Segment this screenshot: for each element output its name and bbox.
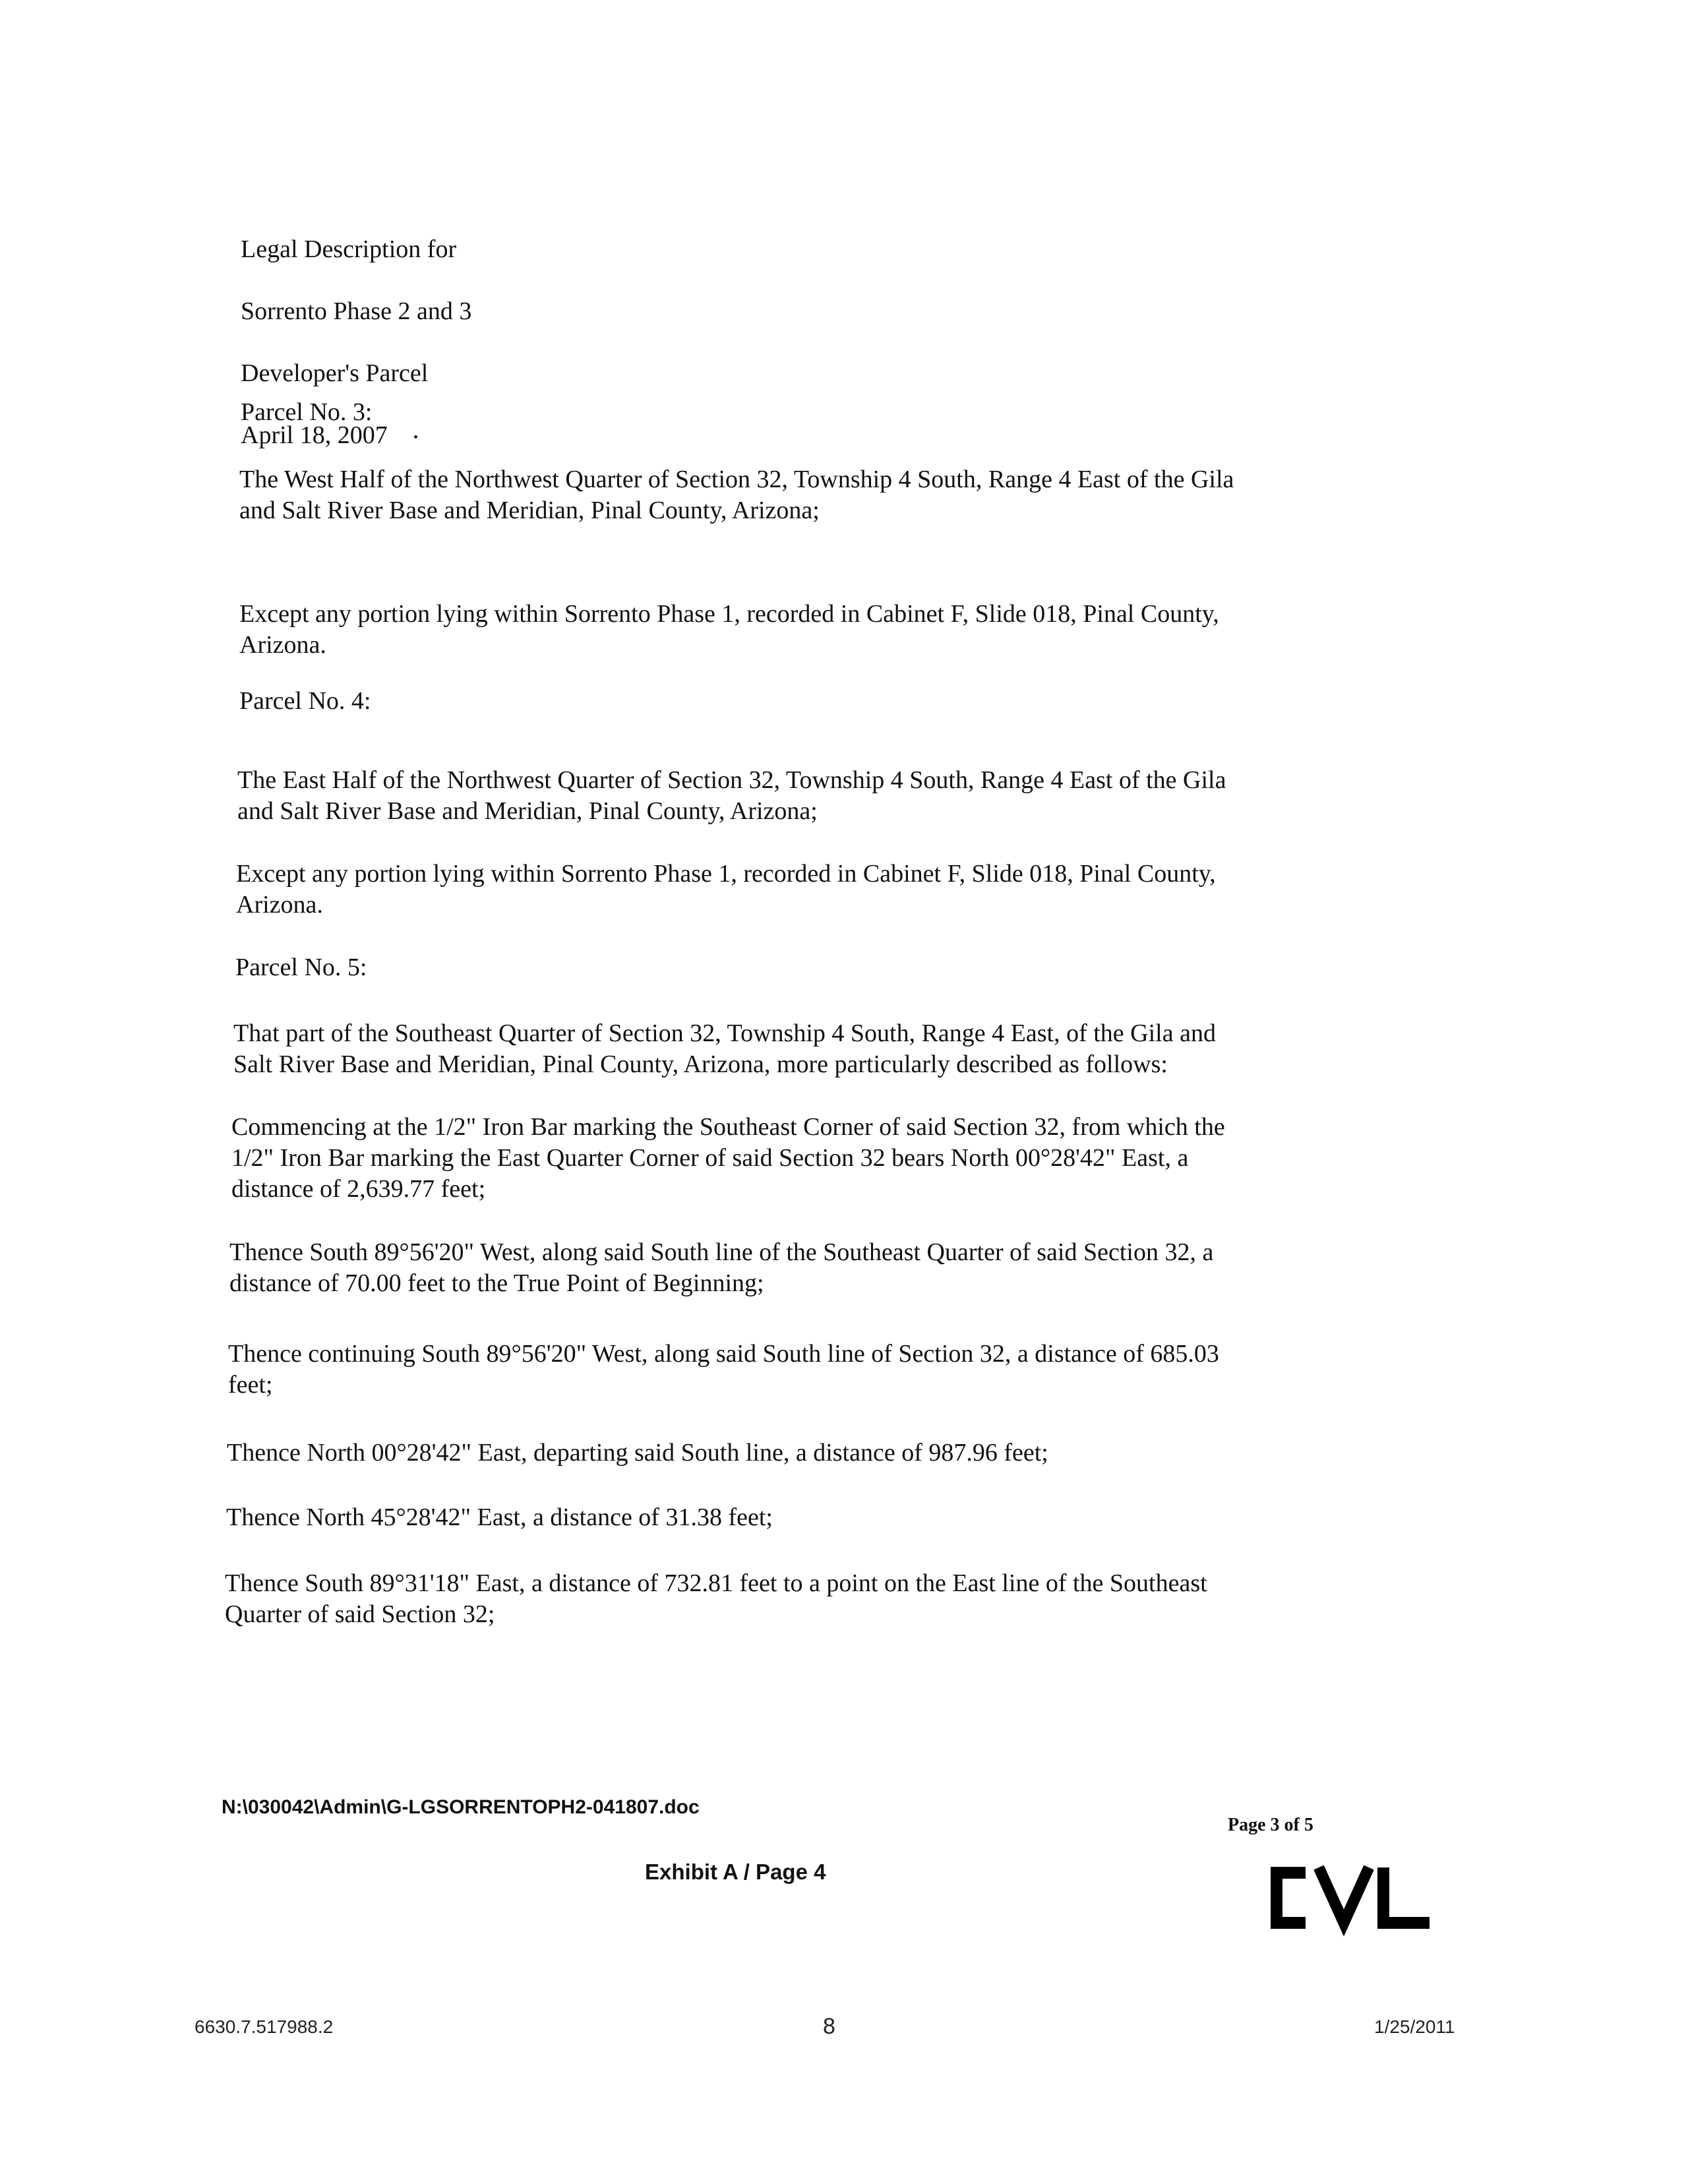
parcel-5-course-4: Thence North 45°28'42" East, a distance of 31.38 feet; — [226, 1503, 773, 1531]
parcel-5-commencing: Commencing at the 1/2" Iron Bar marking the Southeast Corner of said Section 32, from which the 1/2" Iron Bar marking the East Quarter Corner of said Section 32 bears North 00°28'42" East, a distance of 2,639.77 feet; — [231, 1113, 1225, 1203]
document-header — [241, 203, 471, 482]
header-title: Legal Description for — [241, 235, 457, 263]
parcel-3-exception: Except any portion lying within Sorrento Phase 1, recorded in Cabinet F, Slide 018, Pinal County, Arizona. — [239, 600, 1219, 659]
parcel-5-heading: Parcel No. 5: — [235, 954, 367, 981]
parcel-5-course-5: Thence South 89°31'18" East, a distance of 732.81 feet to a point on the East line of the Southeast Quarter of said Section 32; — [225, 1569, 1207, 1628]
header-parcel: Developer's Parcel — [241, 359, 429, 387]
parcel-3-description: The West Half of the Northwest Quarter of Section 32, Township 4 South, Range 4 East of the Gila and Salt River Base and Meridian, Pinal County, Arizona; — [239, 466, 1234, 524]
cvl-logo — [1265, 1858, 1439, 1937]
header-date: April 18, 2007 — [241, 421, 388, 449]
page-number: 8 — [823, 2014, 835, 2039]
parcel-5-course-3: Thence North 00°28'42" East, departing said South line, a distance of 987.96 feet; — [227, 1439, 1048, 1467]
parcel-5-course-2: Thence continuing South 89°56'20" West, along said South line of Section 32, a distance of 685.03 feet; — [228, 1340, 1219, 1399]
header-project: Sorrento Phase 2 and 3 — [241, 297, 472, 325]
exhibit-label: Exhibit A / Page 4 — [645, 1860, 826, 1884]
cvl-logo-v — [1319, 1867, 1369, 1923]
parcel-4-description: The East Half of the Northwest Quarter of Section 32, Township 4 South, Range 4 East of the Gila and Salt River Base and Meridian, Pinal County, Arizona; — [237, 766, 1226, 825]
parcel-5-course-1: Thence South 89°56'20" West, along said South line of the Southeast Quarter of said Section 32, a distance of 70.00 feet to the True Point of Beginning; — [229, 1238, 1214, 1297]
cvl-logo-l — [1383, 1867, 1430, 1923]
parcel-4-heading: Parcel No. 4: — [239, 687, 371, 715]
page-of-label: Page 3 of 5 — [1228, 1815, 1313, 1835]
file-path: N:\030042\Admin\G-LGSORRENTOPH2-041807.doc — [222, 1796, 700, 1818]
parcel-5-description: That part of the Southeast Quarter of Section 32, Township 4 South, Range 4 East, of the Gila and Salt River Base and Meridian, Pinal County, Arizona, more particularly described as follows: — [233, 1019, 1216, 1078]
stamp-date: 1/25/2011 — [1374, 2017, 1455, 2037]
parcel-3-heading: Parcel No. 3: — [241, 398, 373, 426]
parcel-4-exception: Except any portion lying within Sorrento Phase 1, recorded in Cabinet F, Slide 018, Pinal County, Arizona. — [236, 860, 1216, 919]
cvl-logo-c — [1277, 1873, 1306, 1923]
speck-mark — [414, 435, 417, 439]
document-number: 6630.7.517988.2 — [195, 2017, 334, 2037]
